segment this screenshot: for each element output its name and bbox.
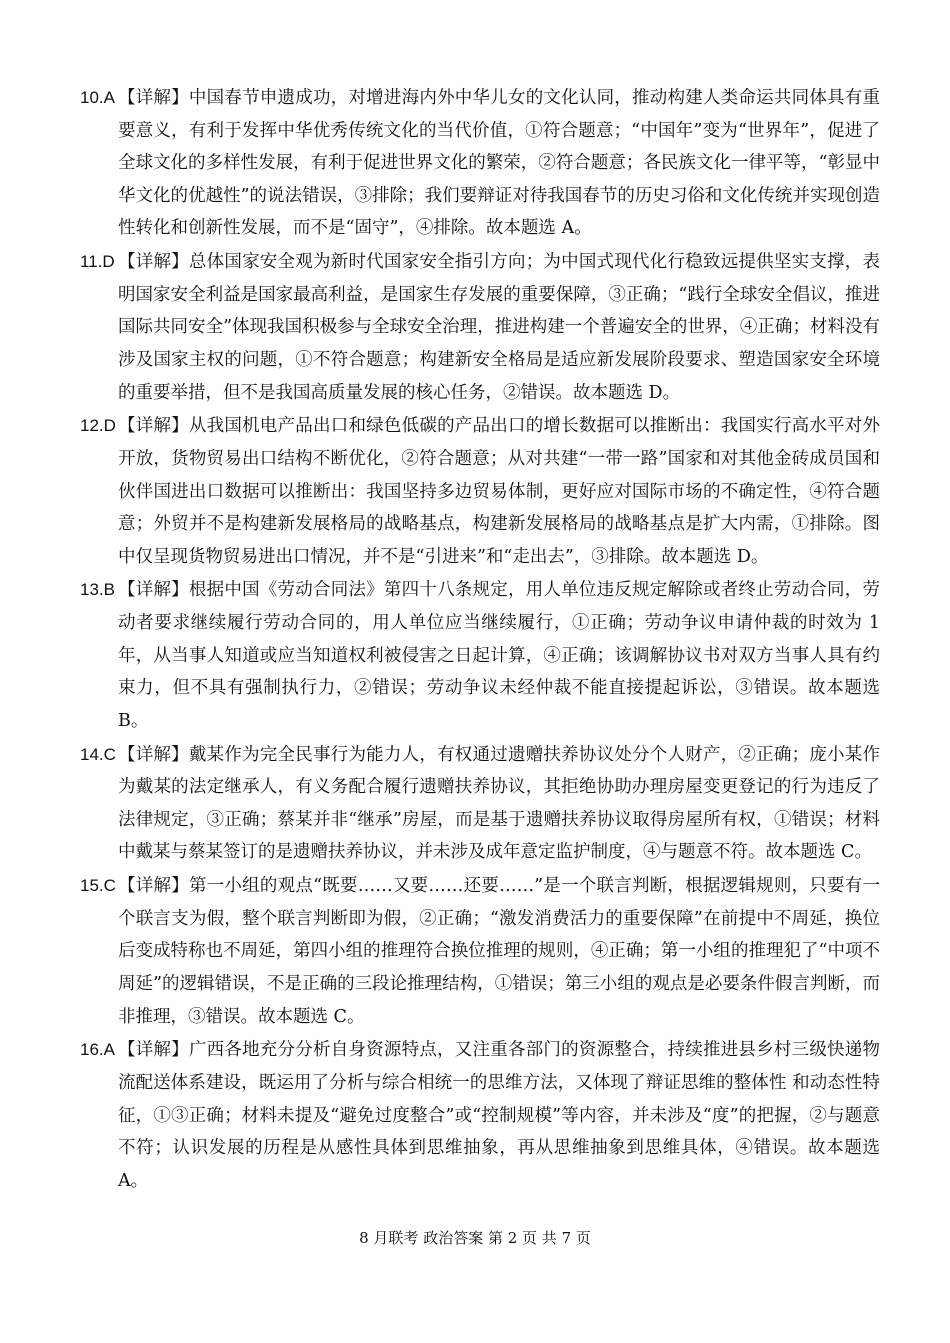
- question-number: 16.A: [80, 1040, 115, 1060]
- answer-letter: C: [103, 876, 116, 896]
- question-number: 13.B: [80, 580, 115, 600]
- answer-list: [80, 82, 880, 1199]
- answer-item: [80, 739, 880, 869]
- answer-explanation: 第一小组的观点“既要……又要……还要……”是一个联言判断，根据逻辑规则，只要有一个联言支为假，整个联言判断即为假，②正确；“激发消费活力的重要保障”在前提中不周延，换位后变成特称也不周延，第四小组的推理符合换位推理的规则，④正确；第一小组的推理犯了“中项不周延”的逻辑错误，不是正确的三段论推理结构，①错误；第三小组的观点是必要条件假言判断，而非推理，③错误。故本题选 C。: [118, 876, 881, 1027]
- answer-explanation: 戴某作为完全民事行为能力人，有权通过遗赠扶养协议处分个人财产，②正确；庞小某作为戴某的法定继承人，有义务配合履行遗赠扶养协议，其拒绝协助办理房屋变更登记的行为违反了法律规定，③正确；蔡某并非“继承”房屋，而是基于遗赠扶养协议取得房屋所有权，①错误；材料中戴某与蔡某签订的是遗赠扶养协议，并未涉及成年意定监护制度，④与题意不符。故本题选 C。: [118, 744, 880, 863]
- answer-letter: A: [103, 88, 115, 107]
- answer-explanation: 根据中国《劳动合同法》第四十八条规定，用人单位违反规定解除或者终止劳动合同，劳动者要求继续履行劳动合同的，用人单位应当继续履行，①正确；劳动争议申请仲裁的时效为 1 年，从当事人知道或应当知道权利被侵害之日起计算，④正确；该调解协议书对双方当事人具有约束力，但不具有强制执行力，②错误；劳动争议未经仲裁不能直接提起诉讼，③错误。故本题选 B。: [118, 580, 880, 731]
- question-number: 14.C: [80, 744, 116, 764]
- answer-letter: D: [102, 252, 115, 272]
- detail-tag: 【详解】: [118, 88, 189, 108]
- page-footer: 8 月联考 政治答案 第 2 页 共 7 页: [359, 1229, 591, 1247]
- detail-tag: 【详解】: [118, 416, 189, 437]
- answer-explanation: 广西各地充分分析自身资源特点，又注重各部门的资源整合，持续推进县乡村三级快递物流配送体系建设，既运用了分析与综合相统一的思维方法，又体现了辩证思维的整体性 和动态性特征，①③正确；材料未提及“避免过度整合”或“控制规模”等内容，并未涉及“度”的把握，②与题意不符；认识发展的历程是从感性具体到思维抽象，再从思维抽象到思维具体，④错误。故本题选 A。: [118, 1040, 880, 1191]
- detail-tag: 【详解】: [118, 252, 189, 273]
- answer-item: [80, 870, 880, 1033]
- question-number: 11.D: [80, 252, 115, 272]
- question-number: 15.C: [80, 876, 116, 896]
- answer-letter: B: [103, 580, 115, 600]
- answer-letter: D: [103, 416, 116, 436]
- question-number: 12.D: [80, 416, 116, 436]
- answer-explanation: 总体国家安全观为新时代国家安全指引方向；为中国式现代化行稳致远提供坚实支撑，表明国家安全利益是国家最高利益，是国家生存发展的重要保障，③正确；“践行全球安全倡议，推进国际共同安全”体现我国积极参与全球安全治理，推进构建一个普遍安全的世界，④正确；材料没有涉及国家主权的问题，①不符合题意；构建新安全格局是适应新发展阶段要求、塑造国家安全环境的重要举措，但不是我国高质量发展的核心任务，②错误。故本题选 D。: [118, 252, 880, 403]
- answer-item: [80, 82, 880, 245]
- detail-tag: 【详解】: [118, 580, 189, 601]
- detail-tag: 【详解】: [118, 744, 189, 765]
- answer-item: [80, 574, 880, 737]
- answer-explanation: 从我国机电产品出口和绿色低碳的产品出口的增长数据可以推断出：我国实行高水平对外开放，货物贸易出口结构不断优化，②符合题意；从对共建“一带一路”国家和对其他金砖成员国和伙伴国进出口数据可以推断出：我国坚持多边贸易体制，更好应对国际市场的不确定性，④符合题意；外贸并不是构建新发展格局的战略基点，构建新发展格局的战略基点是扩大内需，①排除。图中仅呈现货物贸易进出口情况，并不是“引进来”和“走出去”，③排除。故本题选 D。: [118, 416, 880, 567]
- answer-explanation: 中国春节申遗成功，对增进海内外中华儿女的文化认同，推动构建人类命运共同体具有重要意义，有利于发挥中华优秀传统文化的当代价值，①符合题意；“中国年”变为“世界年”，促进了全球文化的多样性发展，有利于促进世界文化的繁荣，②符合题意；各民族文化一律平等，“彰显中华文化的优越性”的说法错误，③排除；我们要辩证对待我国春节的历史习俗和文化传统并实现创造性转化和创新性发展，而不是“固守”，④排除。故本题选 A。: [118, 88, 880, 239]
- detail-tag: 【详解】: [118, 876, 189, 897]
- question-number: 10.A: [80, 88, 115, 107]
- detail-tag: 【详解】: [118, 1040, 189, 1061]
- answer-letter: C: [103, 744, 116, 764]
- answer-item: [80, 410, 880, 573]
- answer-item: [80, 246, 880, 409]
- answer-letter: A: [103, 1040, 115, 1060]
- answer-item: [80, 1034, 880, 1197]
